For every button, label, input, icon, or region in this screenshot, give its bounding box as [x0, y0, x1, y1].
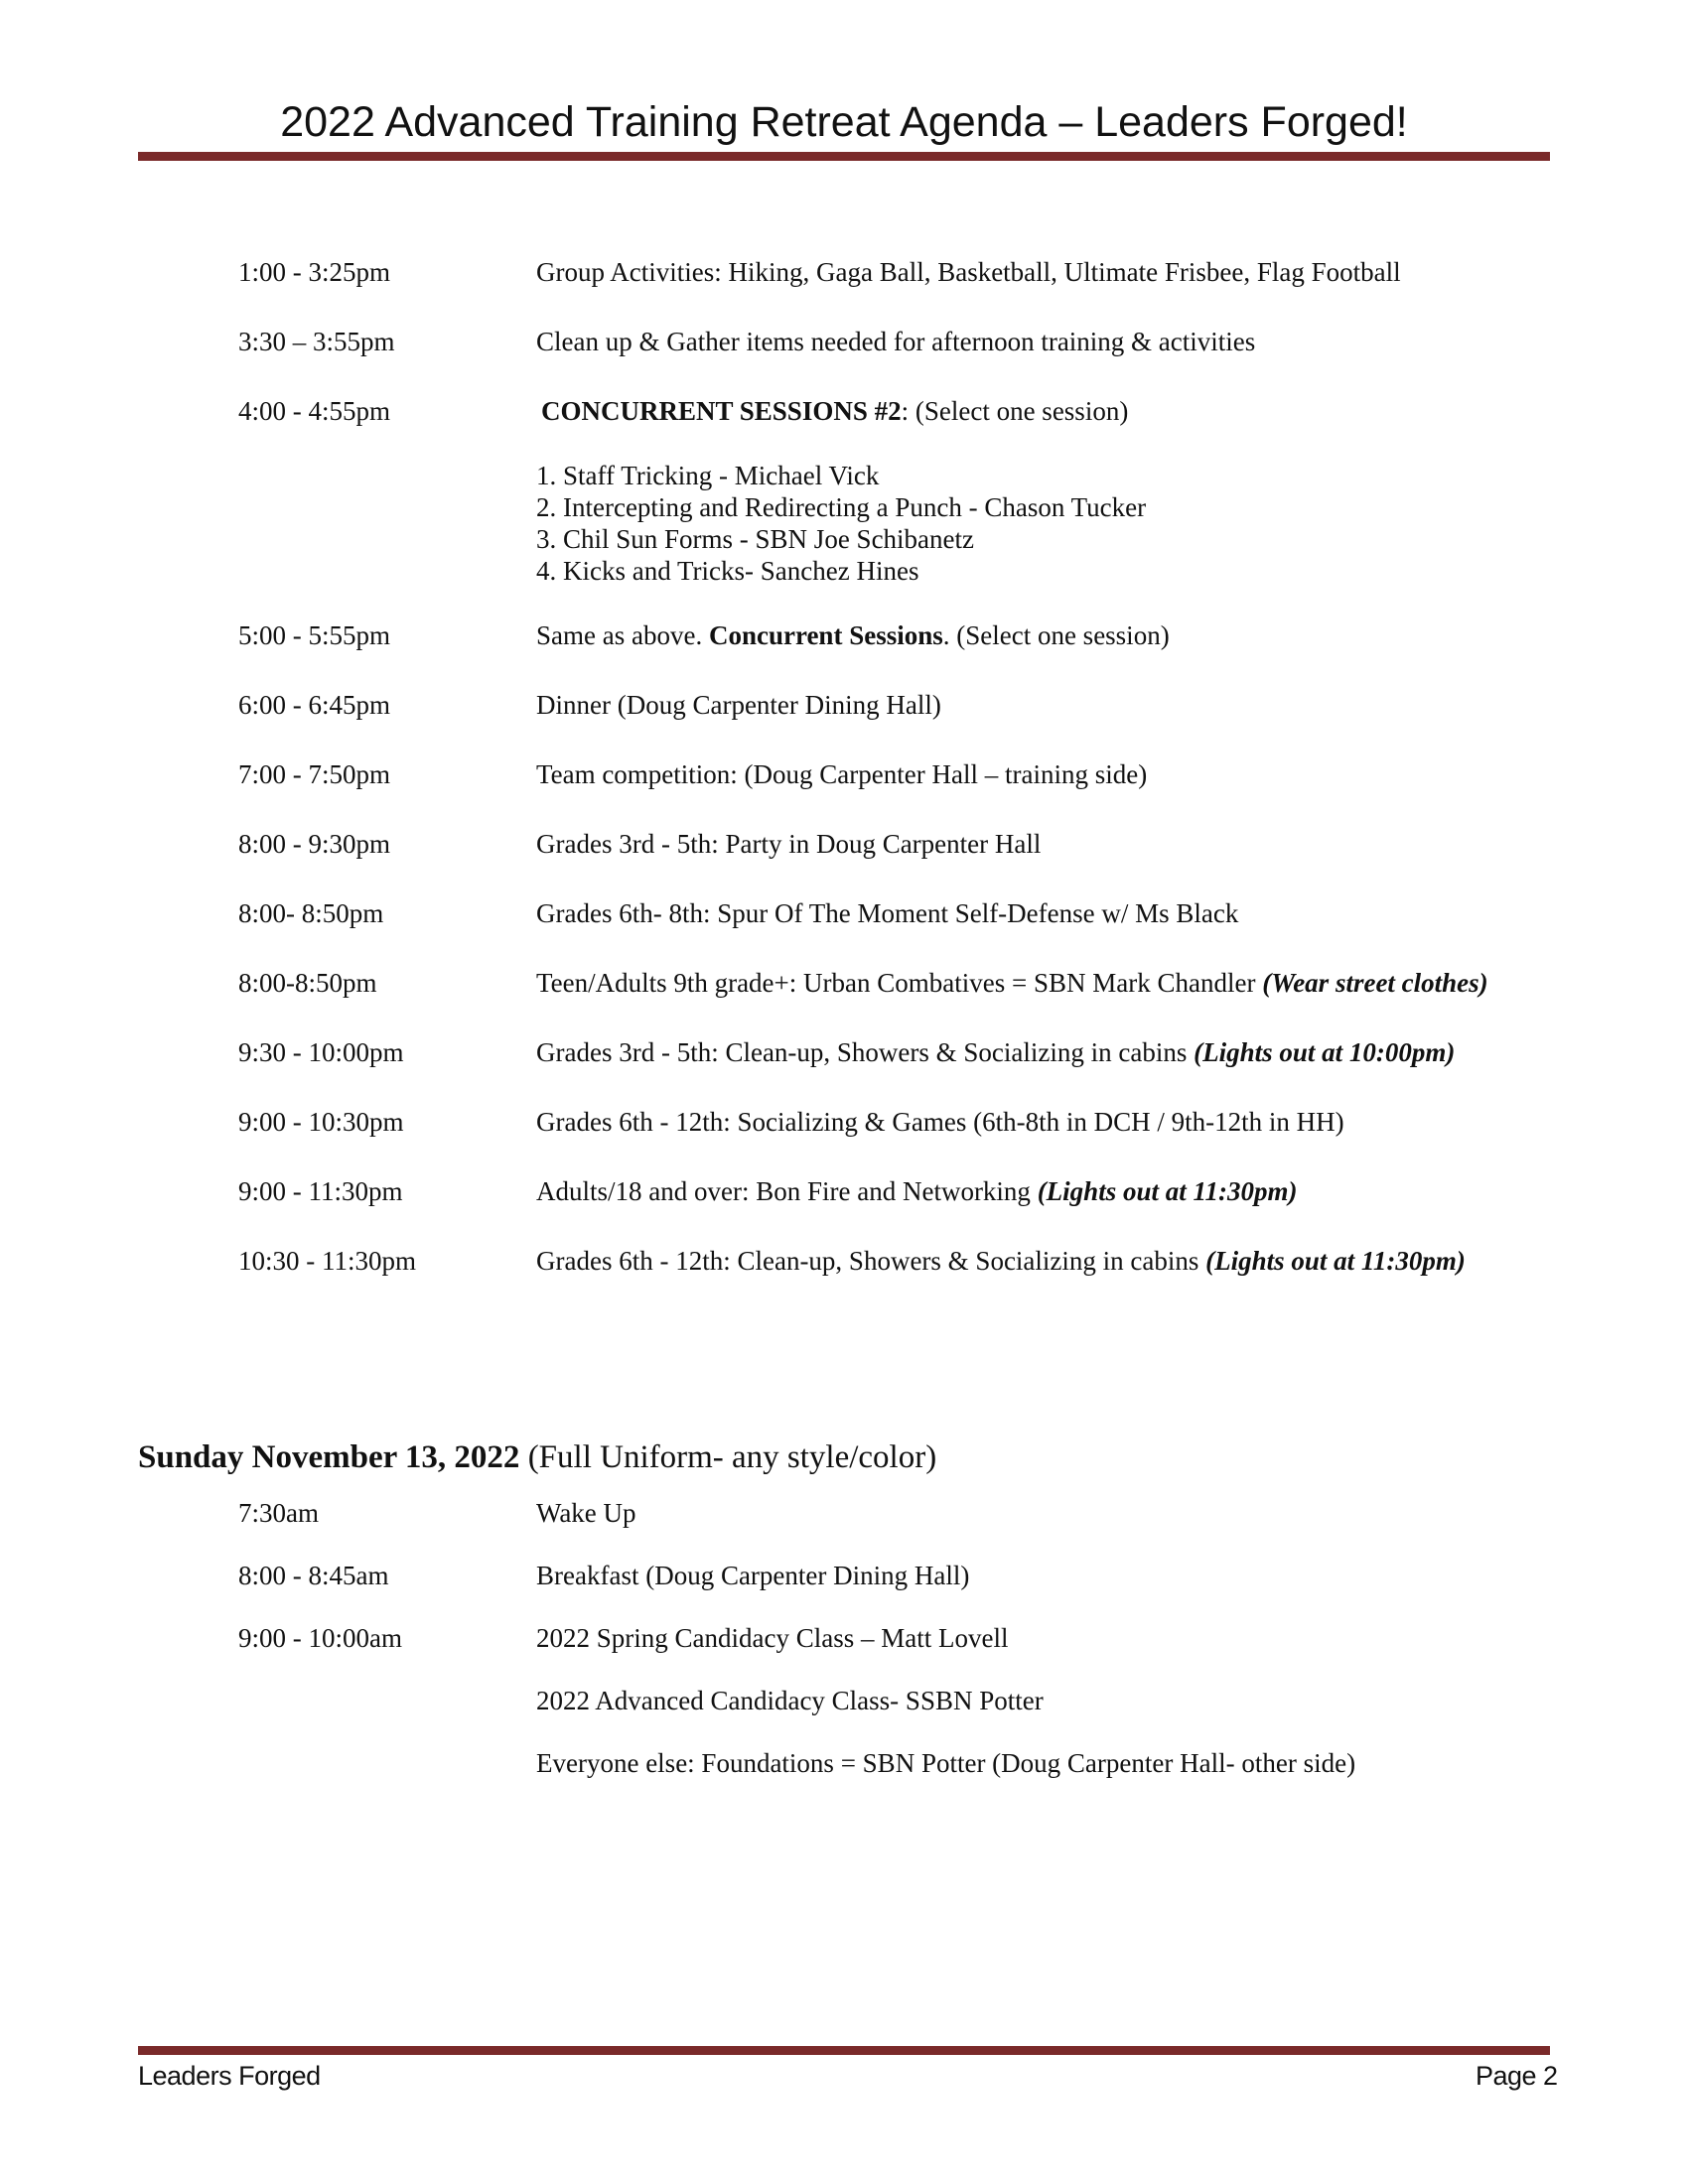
agenda-description-main: Grades 3rd - 5th: Clean-up, Showers & Socializing in cabins: [536, 1037, 1195, 1067]
agenda-description-main: Teen/Adults 9th grade+: Urban Combatives = SBN Mark Chandler: [536, 968, 1263, 998]
agenda-row: [0, 895, 1688, 931]
agenda-row: [0, 756, 1688, 792]
session-list: [536, 460, 1146, 587]
agenda-row: [0, 617, 1688, 653]
agenda-row: [0, 1243, 1688, 1279]
agenda-row: [0, 254, 1688, 290]
day-heading-date: Sunday November 13, 2022: [138, 1439, 520, 1475]
agenda-description: Grades 3rd - 5th: Party in Doug Carpenter Hall: [536, 829, 1042, 859]
agenda-description: Dinner (Doug Carpenter Dining Hall): [536, 690, 941, 720]
agenda-description: [536, 1243, 1466, 1279]
agenda-description-main: Adults/18 and over: Bon Fire and Networking: [536, 1176, 1038, 1206]
agenda-description-main: Grades 6th - 12th: Clean-up, Showers & Socializing in cabins: [536, 1246, 1206, 1276]
agenda-description: Everyone else: Foundations = SBN Potter (Doug Carpenter Hall- other side): [536, 1748, 1356, 1778]
agenda-time: 9:30 - 10:00pm: [238, 1037, 404, 1067]
footer-rule: [138, 2046, 1550, 2055]
agenda-time: 7:00 - 7:50pm: [238, 759, 390, 789]
agenda-row: [0, 393, 1688, 429]
agenda-time: 8:00 - 8:45am: [238, 1561, 389, 1590]
agenda-time: 1:00 - 3:25pm: [238, 257, 390, 287]
agenda-description: Clean up & Gather items needed for afternoon training & activities: [536, 327, 1256, 356]
agenda-row: [0, 1495, 1688, 1531]
day-heading: [138, 1436, 936, 1478]
agenda-row: [0, 1558, 1688, 1593]
agenda-time: 3:30 – 3:55pm: [238, 327, 395, 356]
header-rule: [138, 152, 1550, 161]
agenda-description-pre: Same as above.: [536, 620, 709, 650]
agenda-row: [0, 1173, 1688, 1209]
agenda-description-rest: : (Select one session): [901, 396, 1129, 426]
page-number: Page 2: [1476, 2061, 1558, 2091]
agenda-time: 5:00 - 5:55pm: [238, 620, 390, 650]
agenda-row: [0, 1683, 1688, 1718]
agenda-row: [0, 324, 1688, 359]
agenda-row: [0, 1104, 1688, 1140]
agenda-description: [536, 1034, 1455, 1070]
agenda-time: 8:00 - 9:30pm: [238, 829, 390, 859]
agenda-description-rest: . (Select one session): [942, 620, 1170, 650]
agenda-row: [0, 1620, 1688, 1656]
agenda-row: [0, 687, 1688, 723]
agenda-note: (Lights out at 11:30pm): [1205, 1246, 1466, 1276]
agenda-time: 7:30am: [238, 1498, 319, 1528]
list-item: 1. Staff Tricking - Michael Vick: [536, 461, 880, 490]
agenda-description: Grades 6th- 8th: Spur Of The Moment Self-Defense w/ Ms Black: [536, 898, 1239, 928]
day-heading-note: (Full Uniform- any style/color): [519, 1439, 937, 1475]
agenda-time: 6:00 - 6:45pm: [238, 690, 390, 720]
agenda-time: 9:00 - 11:30pm: [238, 1176, 403, 1206]
agenda-description: [536, 617, 1170, 653]
agenda-row: [0, 965, 1688, 1001]
agenda-note: (Lights out at 10:00pm): [1194, 1037, 1456, 1067]
list-item: 4. Kicks and Tricks- Sanchez Hines: [536, 556, 919, 586]
footer-title: Leaders Forged: [138, 2061, 321, 2091]
agenda-description: [541, 393, 1128, 429]
agenda-note: (Wear street clothes): [1262, 968, 1488, 998]
agenda-note: (Lights out at 11:30pm): [1037, 1176, 1298, 1206]
agenda-row: [0, 1034, 1688, 1070]
page-title: 2022 Advanced Training Retreat Agenda – Leaders Forged!: [280, 98, 1408, 146]
agenda-time: 9:00 - 10:00am: [238, 1623, 402, 1653]
agenda-time: 10:30 - 11:30pm: [238, 1246, 416, 1276]
concurrent-sessions-label: CONCURRENT SESSIONS #2: [541, 396, 902, 426]
agenda-description: Team competition: (Doug Carpenter Hall – training side): [536, 759, 1148, 789]
agenda-description: [536, 965, 1488, 1001]
agenda-description: Group Activities: Hiking, Gaga Ball, Basketball, Ultimate Frisbee, Flag Football: [536, 257, 1401, 287]
agenda-time: 8:00- 8:50pm: [238, 898, 384, 928]
agenda-row: [0, 826, 1688, 862]
agenda-time: 4:00 - 4:55pm: [238, 396, 390, 426]
agenda-time: 9:00 - 10:30pm: [238, 1107, 404, 1137]
list-item: 2. Intercepting and Redirecting a Punch - Chason Tucker: [536, 492, 1147, 522]
agenda-time: 8:00-8:50pm: [238, 968, 377, 998]
list-item: 3. Chil Sun Forms - SBN Joe Schibanetz: [536, 524, 975, 554]
concurrent-sessions-label: Concurrent Sessions: [708, 620, 943, 650]
agenda-description: Wake Up: [536, 1498, 636, 1528]
agenda-description: [536, 1173, 1297, 1209]
agenda-description: Breakfast (Doug Carpenter Dining Hall): [536, 1561, 970, 1590]
agenda-description: 2022 Spring Candidacy Class – Matt Lovell: [536, 1623, 1009, 1653]
agenda-row: [0, 1745, 1688, 1781]
agenda-description: Grades 6th - 12th: Socializing & Games (6th-8th in DCH / 9th-12th in HH): [536, 1107, 1344, 1137]
agenda-description: 2022 Advanced Candidacy Class- SSBN Potter: [536, 1686, 1044, 1715]
